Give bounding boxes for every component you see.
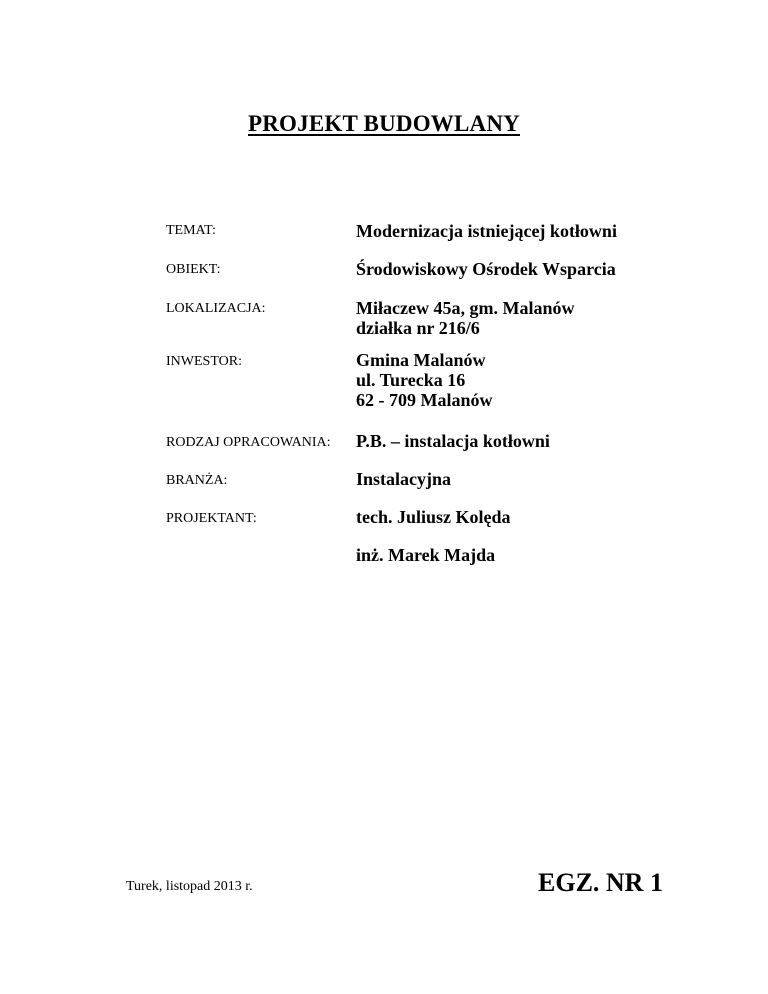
inwestor-line-1: Gmina Malanów	[356, 350, 486, 370]
label-lokalizacja: LOKALIZACJA:	[166, 301, 266, 316]
value-rodzaj-opracowania: P.B. – instalacja kotłowni	[356, 431, 550, 451]
value-lokalizacja	[356, 298, 574, 338]
label-rodzaj-opracowania: RODZAJ OPRACOWANIA:	[166, 435, 331, 450]
value-obiekt: Środowiskowy Ośrodek Wsparcia	[356, 259, 616, 279]
value-projektant-2: inż. Marek Majda	[356, 545, 496, 565]
place-date: Turek, listopad 2013 r.	[126, 879, 253, 894]
lokalizacja-line-1: Miłaczew 45a, gm. Malanów	[356, 298, 575, 318]
label-projektant: PROJEKTANT:	[166, 511, 257, 526]
label-obiekt: OBIEKT:	[166, 262, 221, 277]
value-inwestor	[356, 350, 493, 410]
copy-number: EGZ. NR 1	[538, 868, 663, 897]
inwestor-line-2: ul. Turecka 16	[356, 370, 466, 390]
label-branza: BRANŻA:	[166, 473, 228, 488]
label-inwestor: INWESTOR:	[166, 354, 242, 369]
inwestor-line-3: 62 - 709 Malanów	[356, 390, 493, 410]
value-temat: Modernizacja istniejącej kotłowni	[356, 221, 617, 241]
value-branza: Instalacyjna	[356, 469, 452, 489]
label-temat: TEMAT:	[166, 223, 216, 238]
value-projektant-1: tech. Juliusz Kolęda	[356, 507, 511, 527]
document-title: PROJEKT BUDOWLANY	[248, 111, 520, 136]
lokalizacja-line-2: działka nr 216/6	[356, 318, 480, 338]
